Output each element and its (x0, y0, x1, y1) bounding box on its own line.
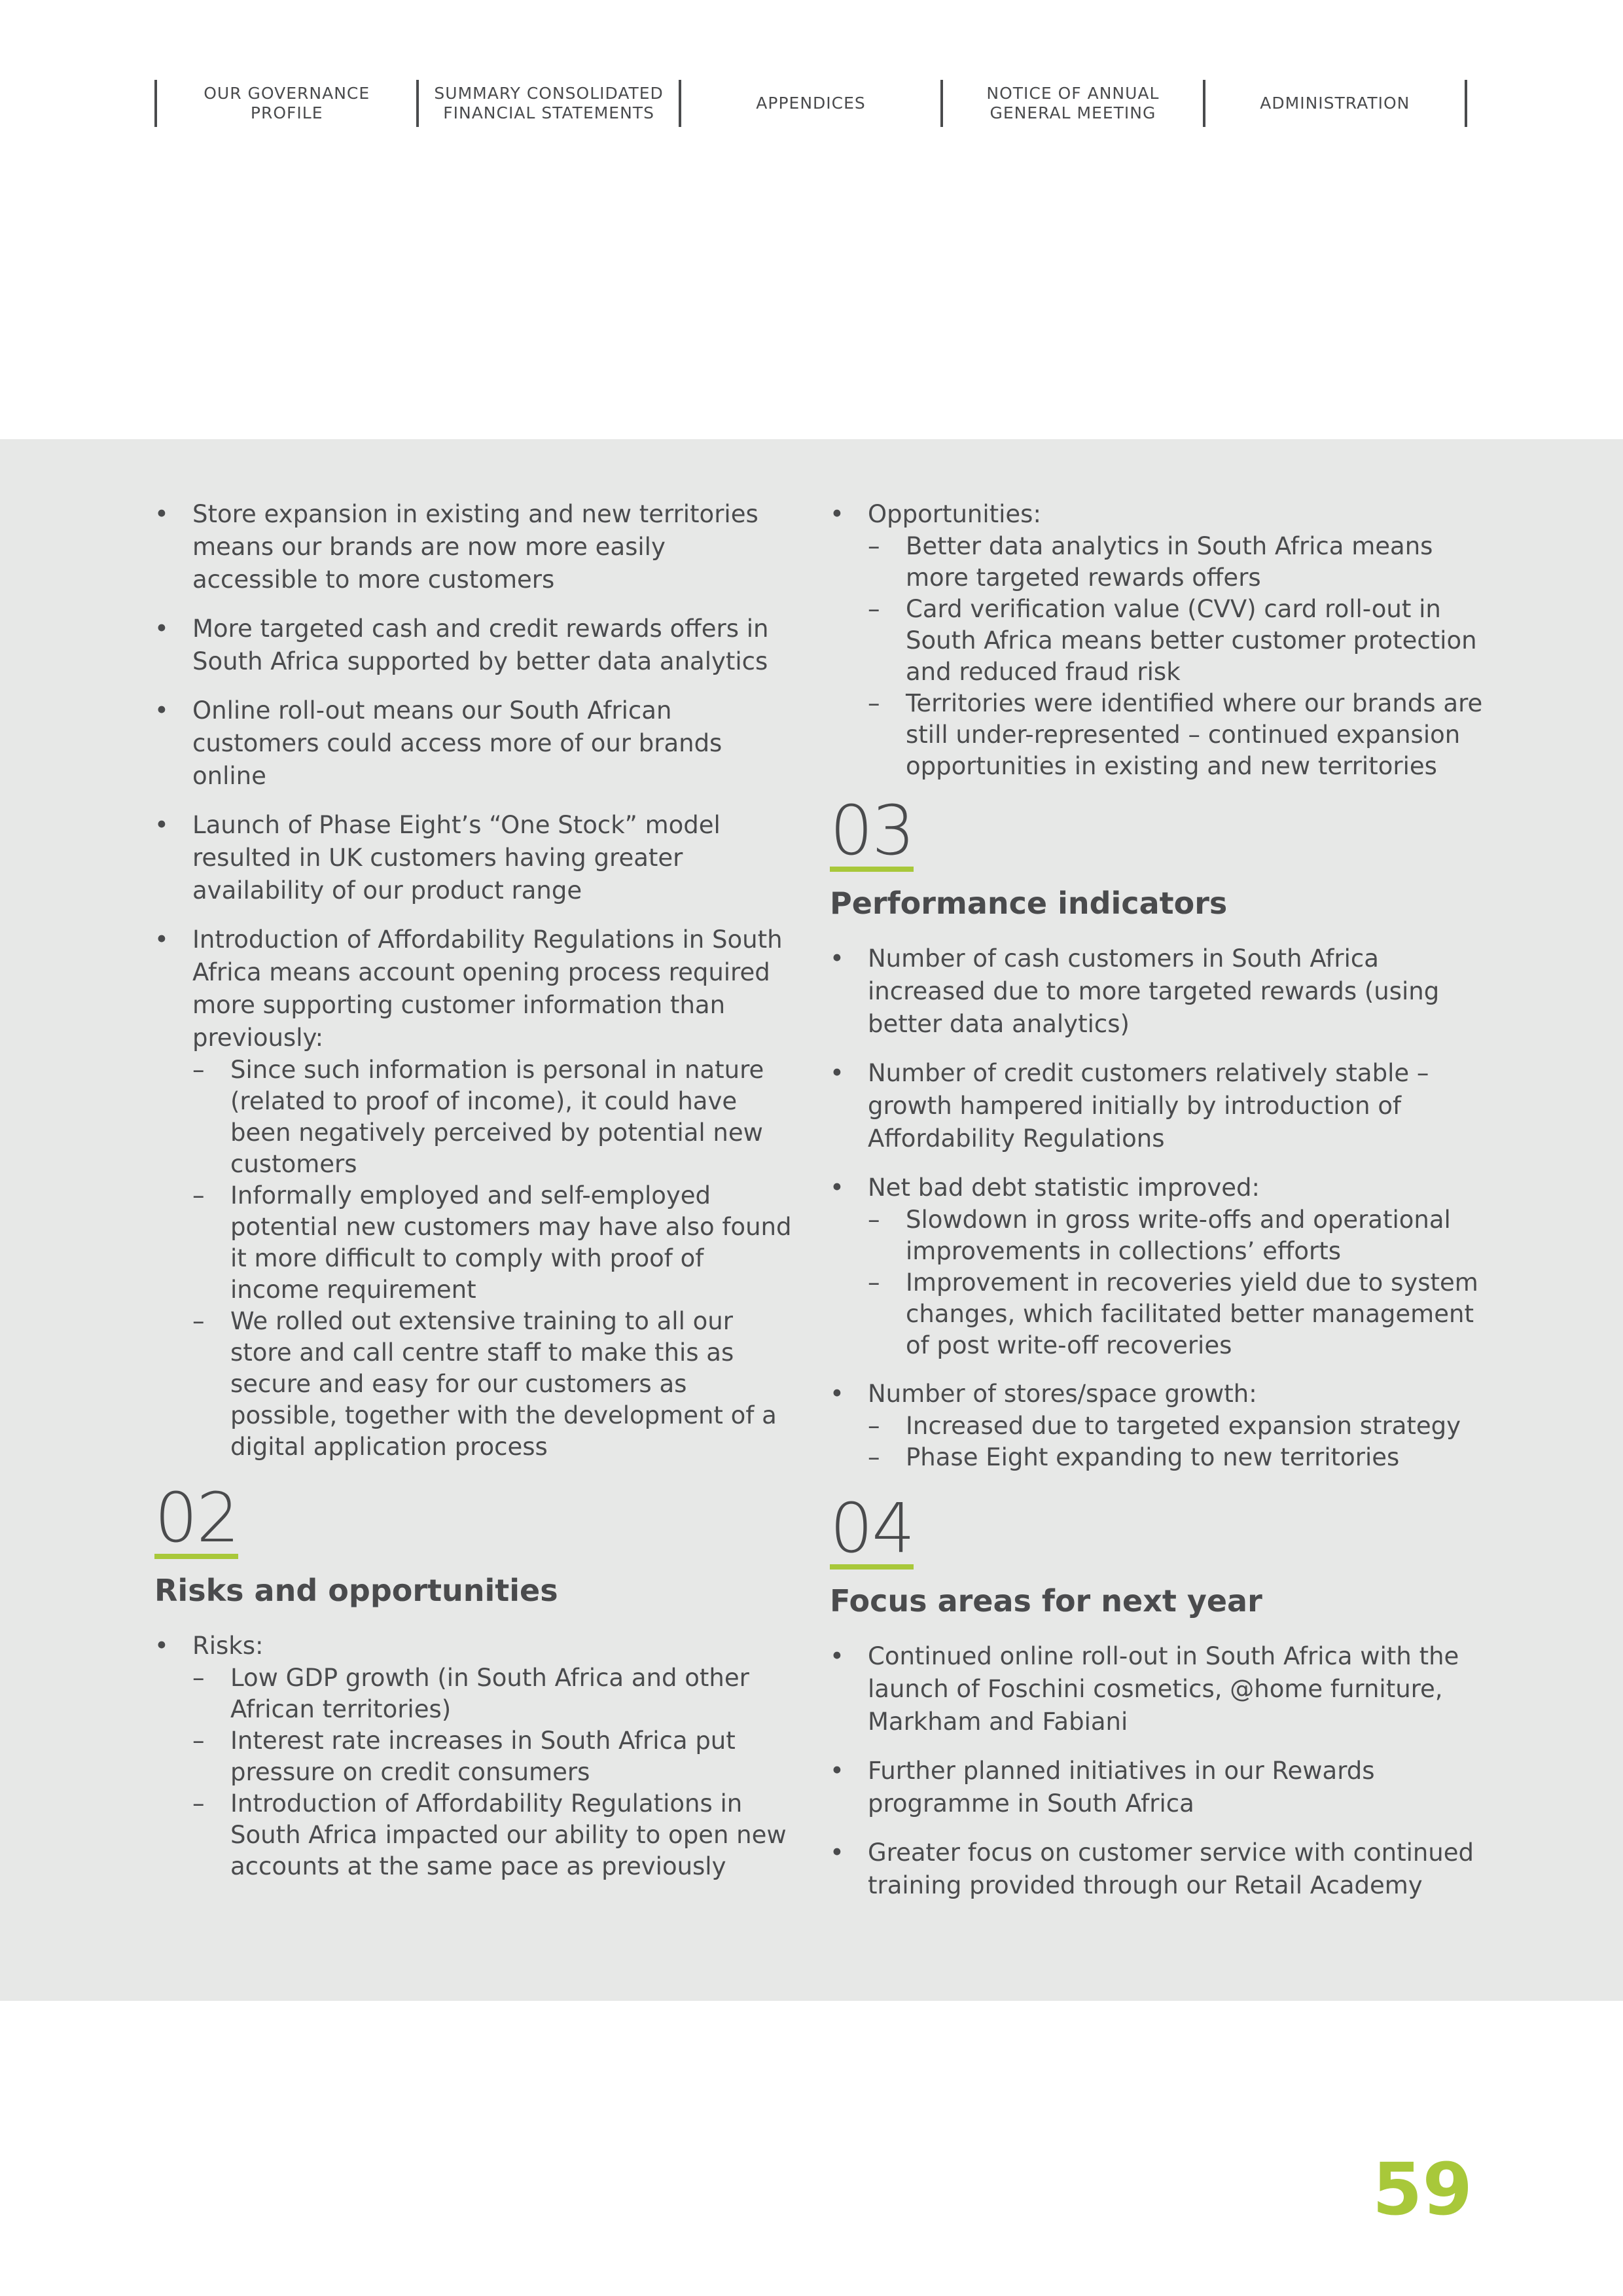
list-item-risks (154, 1630, 796, 1882)
list-item-stores (830, 1378, 1484, 1473)
sub-list-item: – Informally employed and self-employed potential new customers may have also found it more difficult to comply with proof of income requirement (192, 1180, 796, 1306)
section-number-04: 04 (830, 1488, 914, 1568)
list-item-text: Introduction of Affordability Regulations in South Africa means account opening process required more supporting customer information than previously: (192, 925, 783, 1052)
sub-list-item: – Phase Eight expanding to new territories (868, 1442, 1484, 1473)
section-title-focus: Focus areas for next year (830, 1583, 1262, 1619)
opportunities-label: Opportunities: (868, 500, 1041, 528)
page-number: 59 (1372, 2147, 1472, 2231)
list-item-opportunities (830, 498, 1484, 782)
list-item-bad-debt (830, 1172, 1484, 1361)
list-item-text: Number of stores/space growth: (868, 1380, 1257, 1408)
sub-list-item: – Interest rate increases in South Africa put pressure on credit consumers (192, 1725, 796, 1788)
focus-list (830, 1640, 1484, 1902)
section-number-02: 02 (154, 1478, 239, 1558)
list-item: • Further planned initiatives in our Rewards programme in South Africa (830, 1755, 1484, 1820)
tab-governance-profile[interactable]: OUR GOVERNANCE PROFILE (154, 80, 416, 127)
section-title-performance: Performance indicators (830, 886, 1228, 921)
list-item: • Continued online roll-out in South Africa with the launch of Foschini cosmetics, @home furniture, Markham and Fabiani (830, 1640, 1484, 1738)
list-item: • Number of credit customers relatively stable – growth hampered initially by introduction of Affordability Regulations (830, 1057, 1484, 1155)
sub-list (868, 1204, 1484, 1361)
list-item: • Online roll-out means our South African customers could access more of our brands online (154, 694, 796, 793)
top-navigation (154, 80, 1467, 127)
list-item-text: Net bad debt statistic improved: (868, 1174, 1260, 1202)
left-column (154, 498, 796, 1899)
sub-list-item: – Better data analytics in South Africa means more targeted rewards offers (868, 531, 1484, 594)
list-item: • More targeted cash and credit rewards offers in South Africa supported by better data analytics (154, 613, 796, 678)
list-item: • Greater focus on customer service with continued training provided through our Retail Academy (830, 1837, 1484, 1902)
list-item-affordability (154, 924, 796, 1463)
tab-administration[interactable]: ADMINISTRATION (1203, 80, 1465, 127)
sub-list-item: – Card verification value (CVV) card roll-out in South Africa means better customer protection and reduced fraud risk (868, 594, 1484, 688)
list-item: • Launch of Phase Eight’s “One Stock” model resulted in UK customers having greater availability of our product range (154, 809, 796, 907)
sub-list-item: – Improvement in recoveries yield due to system changes, which facilitated better management of post write-off recoveries (868, 1267, 1484, 1361)
opportunities-list (830, 498, 1484, 782)
sub-list (868, 1410, 1484, 1473)
sub-list-item: – Territories were identified where our brands are still under-represented – continued expansion opportunities in existing and new territories (868, 688, 1484, 782)
section-title-risks: Risks and opportunities (154, 1573, 558, 1608)
sub-list-item: – Since such information is personal in nature (related to proof of income), it could have been negatively perceived by potential new customers (192, 1054, 796, 1180)
left-bullet-list (154, 498, 796, 1463)
list-item: • Number of cash customers in South Africa increased due to more targeted rewards (using better data analytics) (830, 942, 1484, 1041)
list-item: • Store expansion in existing and new territories means our brands are now more easily accessible to more customers (154, 498, 796, 596)
sub-list (192, 1054, 796, 1463)
tab-appendices[interactable]: APPENDICES (679, 80, 940, 127)
sub-list-item: – Increased due to targeted expansion strategy (868, 1410, 1484, 1442)
risks-label: Risks: (192, 1632, 264, 1660)
sub-list-item: – We rolled out extensive training to all our store and call centre staff to make this as secure and easy for our customers as possible, together with the development of a digital application process (192, 1306, 796, 1463)
sub-list-item: – Low GDP growth (in South Africa and other African territories) (192, 1662, 796, 1725)
nav-divider (1465, 80, 1467, 127)
tab-financial-statements[interactable]: SUMMARY CONSOLIDATED FINANCIAL STATEMENTS (416, 80, 678, 127)
tab-notice-of-agm[interactable]: NOTICE OF ANNUAL GENERAL MEETING (940, 80, 1202, 127)
sub-list-item: – Slowdown in gross write-offs and operational improvements in collections’ efforts (868, 1204, 1484, 1267)
content-panel (0, 439, 1623, 2001)
risks-list (154, 1630, 796, 1882)
section-number-03: 03 (830, 791, 914, 870)
performance-list (830, 942, 1484, 1473)
sub-list (868, 531, 1484, 782)
sub-list-item: – Introduction of Affordability Regulations in South Africa impacted our ability to open new accounts at the same pace as previously (192, 1788, 796, 1882)
right-column (830, 498, 1484, 1918)
sub-list (192, 1662, 796, 1882)
